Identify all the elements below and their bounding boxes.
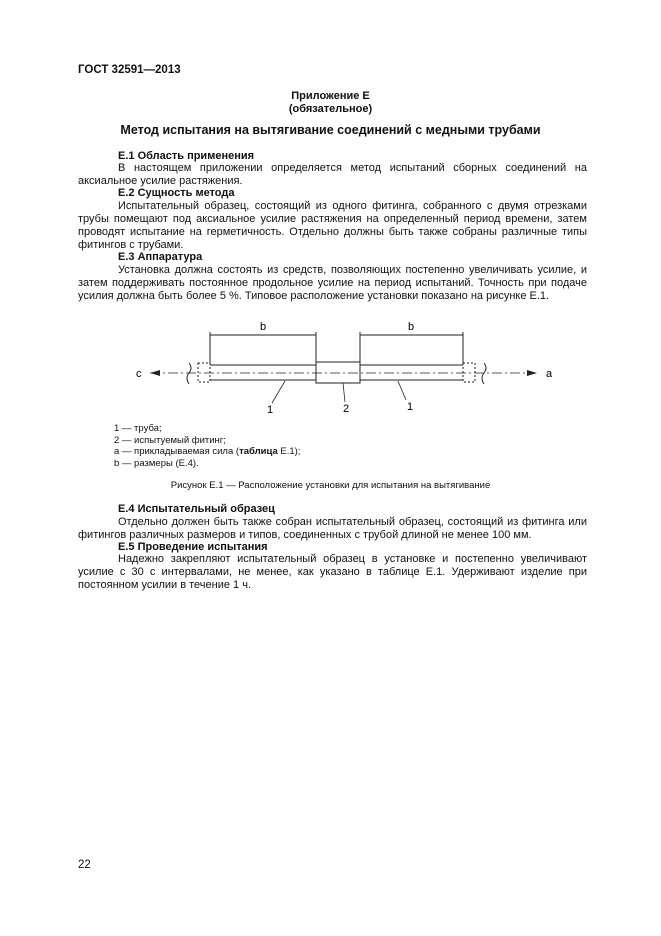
grip-left bbox=[198, 363, 210, 382]
figure-legend bbox=[114, 423, 300, 469]
section-e2-text: Испытательный образец, состоящий из одного фитинга, собранного с двумя отрезками трубы помещают под аксиальное усилие растяжения на определенный период времени, затем проводят испытание на герметичность. Отдельно должны быть также собраны различные типы фитингов с трубами. bbox=[78, 200, 587, 251]
standard-header: ГОСТ 32591—2013 bbox=[78, 64, 181, 76]
fitting bbox=[316, 362, 360, 383]
section-e5-heading: Е.5 Проведение испытания bbox=[118, 541, 268, 553]
grip-right bbox=[463, 363, 475, 382]
section-e4-heading: Е.4 Испытательный образец bbox=[118, 503, 275, 515]
legend-item-fitting: 2 — испытуемый фитинг; bbox=[114, 434, 226, 446]
force-arrow-right bbox=[527, 370, 537, 376]
section-e1-heading: Е.1 Область применения bbox=[118, 150, 255, 162]
break-mark-right bbox=[482, 363, 486, 384]
pipe-left-label: 1 bbox=[267, 404, 274, 416]
dimension-label-right: b bbox=[408, 321, 415, 333]
section-e3-text: Установка должна состоять из средств, позволяющих постепенно увеличивать усилие, и затем поддерживать постоянное продольное усилие на период испытаний. Точность при подаче усилия должна быть более 5 %. Типовое расположение установки показано на рисунке Е.1. bbox=[78, 264, 587, 302]
legend-item-force: а — прикладываемая сила (таблица Е.1); bbox=[114, 446, 301, 457]
annex-status: (обязательное) bbox=[288, 103, 373, 115]
section-e1-text: В настоящем приложении определяется метод испытаний сборных соединений на аксиальное усилие растяжения. bbox=[78, 162, 587, 187]
leader-pipe-right bbox=[398, 381, 406, 400]
legend-item-pipe: 1 — труба; bbox=[114, 423, 162, 434]
section-e3-heading: Е.3 Аппаратура bbox=[118, 251, 203, 263]
force-arrow-left bbox=[150, 370, 160, 376]
pipe-right-label: 1 bbox=[407, 401, 414, 413]
section-e5-text: Надежно закрепляют испытательный образец в установке и постепенно увеличивают усилие с 30 с интервалами, не менее, как указано в таблице Е.1. Удерживают изделие при постоянном усилии в течение 1 ч. bbox=[78, 553, 587, 591]
dimension-label-left: b bbox=[260, 321, 267, 333]
figure-caption: Рисунок Е.1 — Расположение установки для испытания на вытягивание bbox=[170, 480, 491, 491]
section-e4-text: Отдельно должен быть также собран испытательный образец, состоящий из фитинга или фитингов различных размеров и типов, соединенных с трубой длиной не менее 100 мм. bbox=[78, 516, 587, 541]
leader-fitting bbox=[343, 383, 345, 402]
break-mark-left bbox=[187, 363, 191, 384]
main-title: Метод испытания на вытягивание соединений с медными трубами bbox=[120, 123, 541, 137]
test-setup-figure bbox=[0, 305, 661, 420]
force-label-right: a bbox=[546, 368, 553, 380]
annex-title: Приложение Е bbox=[291, 90, 370, 102]
section-e2-heading: Е.2 Сущность метода bbox=[118, 187, 235, 199]
force-label-left: c bbox=[136, 368, 142, 380]
page-number: 22 bbox=[78, 859, 91, 871]
annex-heading bbox=[0, 90, 661, 116]
legend-item-dimensions: b — размеры (Е.4). bbox=[114, 457, 199, 469]
fitting-label: 2 bbox=[343, 403, 350, 415]
leader-pipe-left bbox=[272, 381, 285, 403]
